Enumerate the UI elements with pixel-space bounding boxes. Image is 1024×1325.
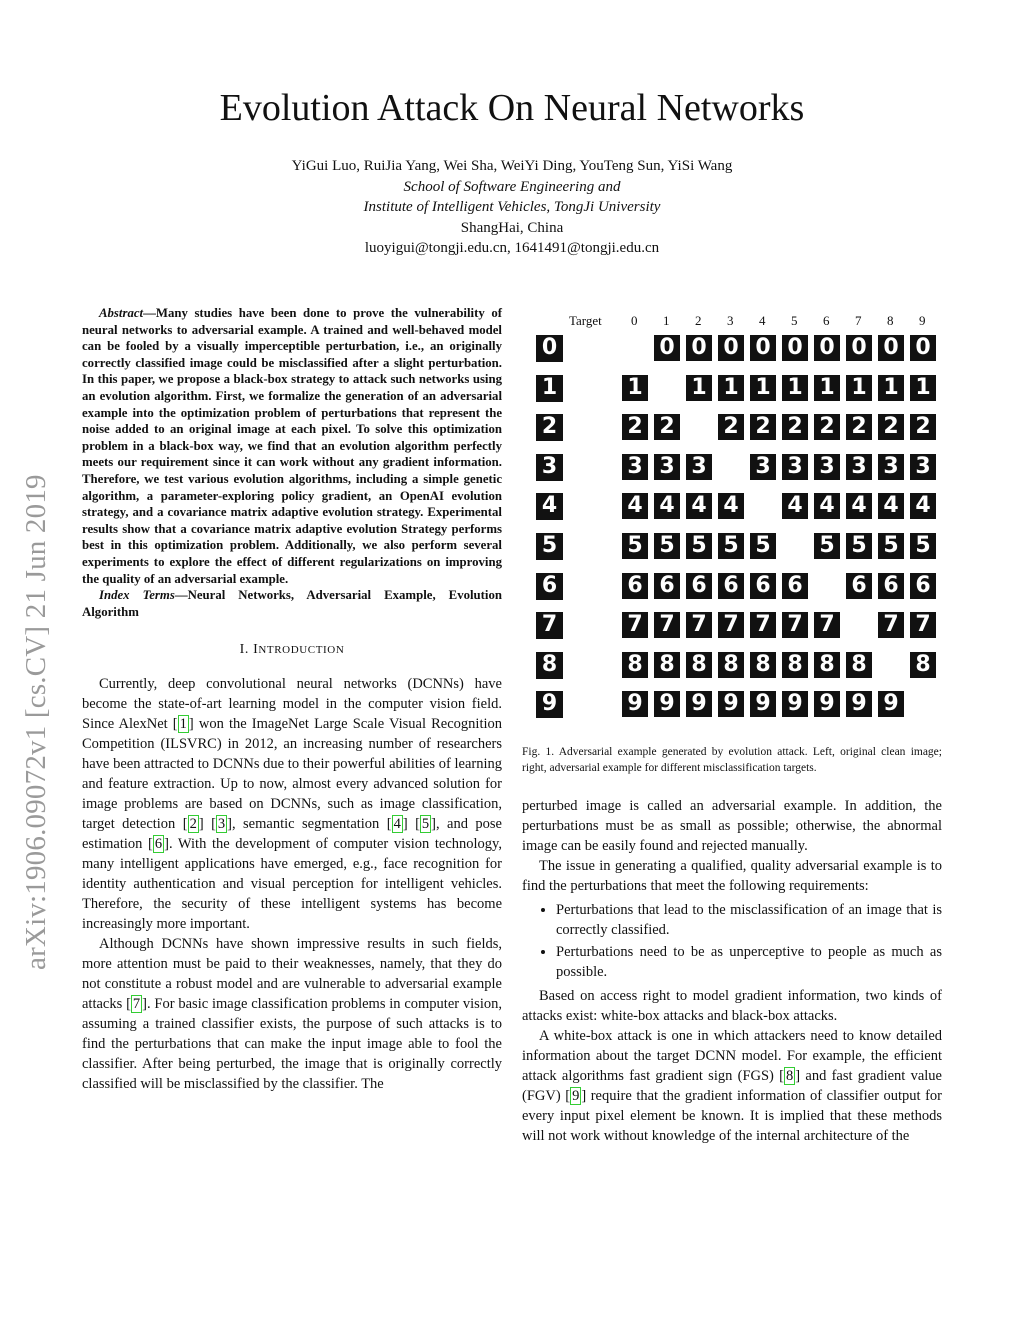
text-run: A white-box attack is one in which attackers need to know detailed information about the target DCNN model. For example, the efficient attack algorithms fast gradient sign (FGS) xyxy=(522,1028,942,1084)
citation-link[interactable]: 3 xyxy=(217,816,226,833)
text-run: , and pose estimation xyxy=(82,816,502,853)
adversarial-digit-image: 4 xyxy=(654,493,680,519)
figure-column-headers xyxy=(522,311,942,329)
adversarial-digit-image: 5 xyxy=(718,533,744,559)
figure-target-label: Target xyxy=(569,313,602,328)
adversarial-digit-image: 8 xyxy=(622,652,648,678)
adversarial-digit-image: 4 xyxy=(686,493,712,519)
adversarial-digit-image: 7 xyxy=(910,612,936,638)
adversarial-digit-image: 8 xyxy=(718,652,744,678)
section-title-first: I xyxy=(253,642,259,658)
adversarial-digit-image: 3 xyxy=(878,454,904,480)
adversarial-digit-image: 2 xyxy=(846,414,872,440)
author-emails: luoyigui@tongji.edu.cn, 1641491@tongji.edu.cn xyxy=(364,240,660,256)
adversarial-digit-image: 1 xyxy=(910,375,936,401)
adversarial-digit-image: 6 xyxy=(878,573,904,599)
adversarial-digit-image: 7 xyxy=(654,612,680,638)
original-digit-image: 4 xyxy=(536,493,563,520)
adversarial-digit-image: 4 xyxy=(622,493,648,519)
text-run: and fast gradient value (FGV) xyxy=(522,1068,942,1104)
adversarial-digit-image: 0 xyxy=(686,335,712,361)
requirements-list xyxy=(522,900,942,982)
figure-column-header: 2 xyxy=(695,313,702,328)
adversarial-digit-image: 3 xyxy=(654,454,680,480)
figure-column-header: 5 xyxy=(791,313,798,328)
adversarial-digit-image: 6 xyxy=(782,573,808,599)
adversarial-digit-image: 2 xyxy=(878,414,904,440)
adversarial-digit-image: 3 xyxy=(910,454,936,480)
adversarial-digit-image: 1 xyxy=(878,375,904,401)
adversarial-digit-image: 4 xyxy=(910,493,936,519)
adversarial-digit-image: 6 xyxy=(846,573,872,599)
abstract xyxy=(82,305,502,587)
adversarial-digit-image: 1 xyxy=(846,375,872,401)
original-digit-image: 3 xyxy=(536,454,563,481)
intro-paragraph-1: Currently, deep convolutional neural networks (DCNNs) have become the state-of-art learning model in the computer vision field. Since AlexNet [ 1 ] won the ImageNet Large Scale Visual Recognition Competition (ILSVRC) in 2012, an increasing number of researchers have been attracted to DCNNs due to their powerful abilities of learning and feature extraction. Up to now, almost every advanced solution for image problems are based on DCNNs, such as image classification, target detection [ 2 ] [ 3 ], semantic segmentation [ 4 ] [ 5 ], and pose estimation [ 6 ]. With the development of computer vision technology, many intelligent applications have emerged, e.g., face recognition for identity authentication and visual perception for intelligent vehicles. Therefore, the security of these intelligent systems has become increasingly more important. xyxy=(82,676,502,933)
adversarial-digit-image: 2 xyxy=(910,414,936,440)
author-city: ShangHai, China xyxy=(460,219,564,236)
adversarial-digit-image: 2 xyxy=(622,414,648,440)
adversarial-digit-image: 6 xyxy=(686,573,712,599)
adversarial-digit-image: 9 xyxy=(718,691,744,717)
adversarial-digit-image: 0 xyxy=(878,335,904,361)
text-run: Currently, deep convolutional neural networks (DCNNs) have become the state-of-art learning model in the computer vision field. Since AlexNet xyxy=(82,676,502,733)
right-paragraph-2: The issue in generating a qualified, quality adversarial example is to find the perturbations that meet the following requirements: xyxy=(522,858,942,894)
figure-column-header: 1 xyxy=(663,313,670,328)
arxiv-identifier: arXiv:1906.09072v1 [cs.CV] 21 Jun 2019 xyxy=(20,474,52,970)
adversarial-digit-image: 7 xyxy=(814,612,840,638)
adversarial-digit-image: 2 xyxy=(814,414,840,440)
right-paragraph-4: A white-box attack is one in which attackers need to know detailed information about the target DCNN model. For example, the efficient attack algorithms fast gradient sign (FGS) [ 8 ] and fast gradient value (FGV) [ 9 ] require that the gradient information of classifier output for every input pixel element be known. It is implied that these methods will not work without knowledge of the internal architecture of the xyxy=(522,1028,942,1144)
adversarial-digit-image: 3 xyxy=(782,454,808,480)
original-digit-image: 8 xyxy=(536,652,563,679)
figure-column-header: 0 xyxy=(631,313,638,328)
adversarial-digit-image: 1 xyxy=(814,375,840,401)
citation-link[interactable]: 5 xyxy=(421,816,430,833)
original-digit-image: 0 xyxy=(536,335,563,362)
adversarial-digit-image: 4 xyxy=(878,493,904,519)
adversarial-digit-image: 9 xyxy=(750,691,776,717)
adversarial-digit-image: 7 xyxy=(686,612,712,638)
index-terms xyxy=(82,587,502,620)
affiliation-line-2: Institute of Intelligent Vehicles, TongJi University xyxy=(363,199,661,215)
adversarial-digit-image: 0 xyxy=(814,335,840,361)
adversarial-digit-image: 7 xyxy=(750,612,776,638)
original-digit-image: 9 xyxy=(536,691,563,718)
adversarial-digit-image: 5 xyxy=(814,533,840,559)
citation-link[interactable]: 6 xyxy=(154,836,163,853)
paper-title: Evolution Attack On Neural Networks xyxy=(219,87,805,129)
figure-column-header: 8 xyxy=(887,313,894,328)
adversarial-digit-image: 7 xyxy=(782,612,808,638)
adversarial-digit-image: 6 xyxy=(718,573,744,599)
adversarial-digit-image: 0 xyxy=(846,335,872,361)
adversarial-digit-image: 3 xyxy=(750,454,776,480)
adversarial-digit-image: 7 xyxy=(878,612,904,638)
adversarial-digit-image: 5 xyxy=(910,533,936,559)
left-column xyxy=(82,305,502,1094)
adversarial-digit-image: 8 xyxy=(814,652,840,678)
adversarial-digit-image: 1 xyxy=(718,375,744,401)
adversarial-digit-image: 0 xyxy=(718,335,744,361)
adversarial-digit-image: 3 xyxy=(622,454,648,480)
adversarial-digit-image: 2 xyxy=(718,414,744,440)
section-title-rest: NTRODUCTION xyxy=(258,644,345,657)
figure-column-header: 3 xyxy=(727,313,734,328)
adversarial-digit-image: 1 xyxy=(686,375,712,401)
adversarial-digit-image: 8 xyxy=(782,652,808,678)
citation-link[interactable]: 4 xyxy=(393,816,401,833)
figure-column-header: 4 xyxy=(759,313,766,328)
adversarial-digit-image: 2 xyxy=(750,414,776,440)
author-names: YiGui Luo, RuiJia Yang, Wei Sha, WeiYi Ding, YouTeng Sun, YiSi Wang xyxy=(291,158,733,174)
adversarial-digit-image: 7 xyxy=(718,612,744,638)
adversarial-digit-image: 1 xyxy=(750,375,776,401)
text-run: . With the development of computer vision technology, many intelligent applications have emerged, e.g., face recognition for identity authentication and visual perception for intelligent vehicles. Therefore, the security of these intelligent systems has become increasingly more important. xyxy=(82,836,502,933)
adversarial-digit-image: 9 xyxy=(782,691,808,717)
adversarial-digit-image: 5 xyxy=(750,533,776,559)
adversarial-digit-image: 6 xyxy=(910,573,936,599)
adversarial-digit-image: 3 xyxy=(814,454,840,480)
adversarial-digit-image: 5 xyxy=(846,533,872,559)
figure-1 xyxy=(522,305,942,735)
adversarial-digit-image: 0 xyxy=(910,335,936,361)
section-number: I. xyxy=(239,642,249,658)
text-run: require that the gradient information of classifier output for every input pixel element be known. It is implied that these methods will not work without knowledge of the internal architecture of the xyxy=(522,1088,942,1144)
adversarial-digit-image: 6 xyxy=(750,573,776,599)
adversarial-digit-image: 1 xyxy=(622,375,648,401)
adversarial-digit-image: 8 xyxy=(846,652,872,678)
adversarial-digit-image: 0 xyxy=(750,335,776,361)
adversarial-digit-image: 5 xyxy=(654,533,680,559)
text-run: Although DCNNs have shown impressive results in such fields, more attention must be paid to their weaknesses, namely, that they do not constitute a robust model and are vulnerable to adversarial example attacks xyxy=(82,936,502,1013)
figure-column-header: 7 xyxy=(855,313,862,328)
index-terms-label: Index Terms xyxy=(99,588,175,603)
original-digit-image: 5 xyxy=(536,533,563,560)
adversarial-digit-image: 5 xyxy=(686,533,712,559)
adversarial-digit-image: 5 xyxy=(622,533,648,559)
author-block xyxy=(0,156,1024,259)
adversarial-digit-image: 4 xyxy=(814,493,840,519)
adversarial-digit-grid xyxy=(522,333,942,733)
figure-column-header: 9 xyxy=(919,313,926,328)
adversarial-digit-image: 6 xyxy=(654,573,680,599)
adversarial-digit-image: 2 xyxy=(782,414,808,440)
adversarial-digit-image: 4 xyxy=(718,493,744,519)
figure-caption: Fig. 1. Adversarial example generated by evolution attack. Left, original clean image; right, adversarial example for different misclassification targets. xyxy=(522,746,942,774)
adversarial-digit-image: 0 xyxy=(654,335,680,361)
citation-link[interactable]: 8 xyxy=(786,1068,794,1084)
original-digit-image: 6 xyxy=(536,573,563,600)
adversarial-digit-image: 6 xyxy=(622,573,648,599)
adversarial-digit-image: 3 xyxy=(686,454,712,480)
adversarial-digit-image: 8 xyxy=(654,652,680,678)
adversarial-digit-image: 9 xyxy=(846,691,872,717)
original-digit-image: 7 xyxy=(536,612,563,639)
requirement-item: • Perturbations that lead to the misclassification of an image that is correctly classified. xyxy=(556,900,942,940)
adversarial-digit-image: 3 xyxy=(846,454,872,480)
text-run: won the ImageNet Large Scale Visual Recognition Competition (ILSVRC) in 2012, an increasing number of researchers have been attracted to DCNNs due to their powerful abilities of learning and feature extraction. Up to now, almost every advanced solution for image problems are based on DCNNs, such as image classification, target detection xyxy=(82,716,502,833)
adversarial-digit-image: 2 xyxy=(654,414,680,440)
adversarial-digit-image: 7 xyxy=(622,612,648,638)
adversarial-digit-image: 9 xyxy=(654,691,680,717)
adversarial-digit-image: 8 xyxy=(910,652,936,678)
affiliation-line-1: School of Software Engineering and xyxy=(403,178,621,195)
adversarial-digit-image: 9 xyxy=(622,691,648,717)
adversarial-digit-image: 4 xyxy=(846,493,872,519)
adversarial-digit-image: 9 xyxy=(686,691,712,717)
right-column xyxy=(522,305,942,1146)
text-run: . For basic image classification problems in computer vision, assuming a trained classifier exists, the purpose of such attacks is to find the perturbations that can make the input image able to fool the classifier. After being perturbed, the image that is originally correctly classified will be misclassified by the classifier. The xyxy=(82,996,502,1093)
requirement-item: • Perturbations need to be as unperceptive to people as much as possible. xyxy=(556,942,942,982)
section-heading-introduction xyxy=(82,640,502,660)
adversarial-digit-image: 9 xyxy=(878,691,904,717)
adversarial-digit-image: 9 xyxy=(814,691,840,717)
citation-link[interactable]: 2 xyxy=(189,816,197,833)
adversarial-digit-image: 5 xyxy=(878,533,904,559)
citation-link[interactable]: 1 xyxy=(179,716,187,733)
abstract-label: Abstract xyxy=(99,306,144,320)
text-run: , semantic segmentation xyxy=(232,816,387,833)
intro-paragraph-2: Although DCNNs have shown impressive results in such fields, more attention must be paid to their weaknesses, namely, that they do not constitute a robust model and are vulnerable to adversarial example attacks [ 7 ]. For basic image classification problems in computer vision, assuming a trained classifier exists, the purpose of such attacks is to find the perturbations that can make the input image able to fool the classifier. After being perturbed, the image that is originally correctly classified will be misclassified by the classifier. The xyxy=(82,936,502,1093)
right-paragraph-1: perturbed image is called an adversarial example. In addition, the perturbations must be as small as possible; otherwise, the abnormal image can be easily found and rejected manually. xyxy=(522,798,942,854)
original-digit-image: 1 xyxy=(536,375,563,402)
adversarial-digit-image: 8 xyxy=(750,652,776,678)
citation-link[interactable]: 9 xyxy=(572,1088,580,1104)
adversarial-digit-image: 8 xyxy=(686,652,712,678)
adversarial-digit-image: 4 xyxy=(782,493,808,519)
original-digit-image: 2 xyxy=(536,414,563,441)
abstract-text: —Many studies have been done to prove the vulnerability of neural networks to adversarial example. A trained and well-behaved model can be fooled by a visually imperceptible perturbation, i.e., an originally correctly classified image could be misclassified after a slight perturbation. In this paper, we propose a black-box strategy to attack such networks using an evolution algorithm. First, we formalize the generation of an adversarial example into the optimization problem of perturbations that represent the noise added to an original image at each pixel. To solve this optimization problem in a black-box way, we find that an evolution algorithm perfectly meets our requirement since it can work without any gradient information. Therefore, we test various evolution algorithms, including a simple genetic algorithm, a parameter-exploring policy gradient, an OpenAI evolution strategy, and a covariance matrix adaptive evolution strategy. Experimental results show that a covariance matrix adaptive evolution Strategy performs best in this optimization problem. Additionally, we also perform several experiments to explore the effect of different regularizations on improving the quality of an adversarial example. xyxy=(82,306,502,586)
adversarial-digit-image: 0 xyxy=(782,335,808,361)
right-paragraph-3: Based on access right to model gradient information, two kinds of attacks exist: white-box attacks and black-box attacks. xyxy=(522,988,942,1024)
citation-link[interactable]: 7 xyxy=(132,996,141,1013)
adversarial-digit-image: 1 xyxy=(782,375,808,401)
figure-column-header: 6 xyxy=(823,313,830,328)
index-terms-text: —Neural Networks, Adversarial Example, Evolution Algorithm xyxy=(82,588,502,619)
